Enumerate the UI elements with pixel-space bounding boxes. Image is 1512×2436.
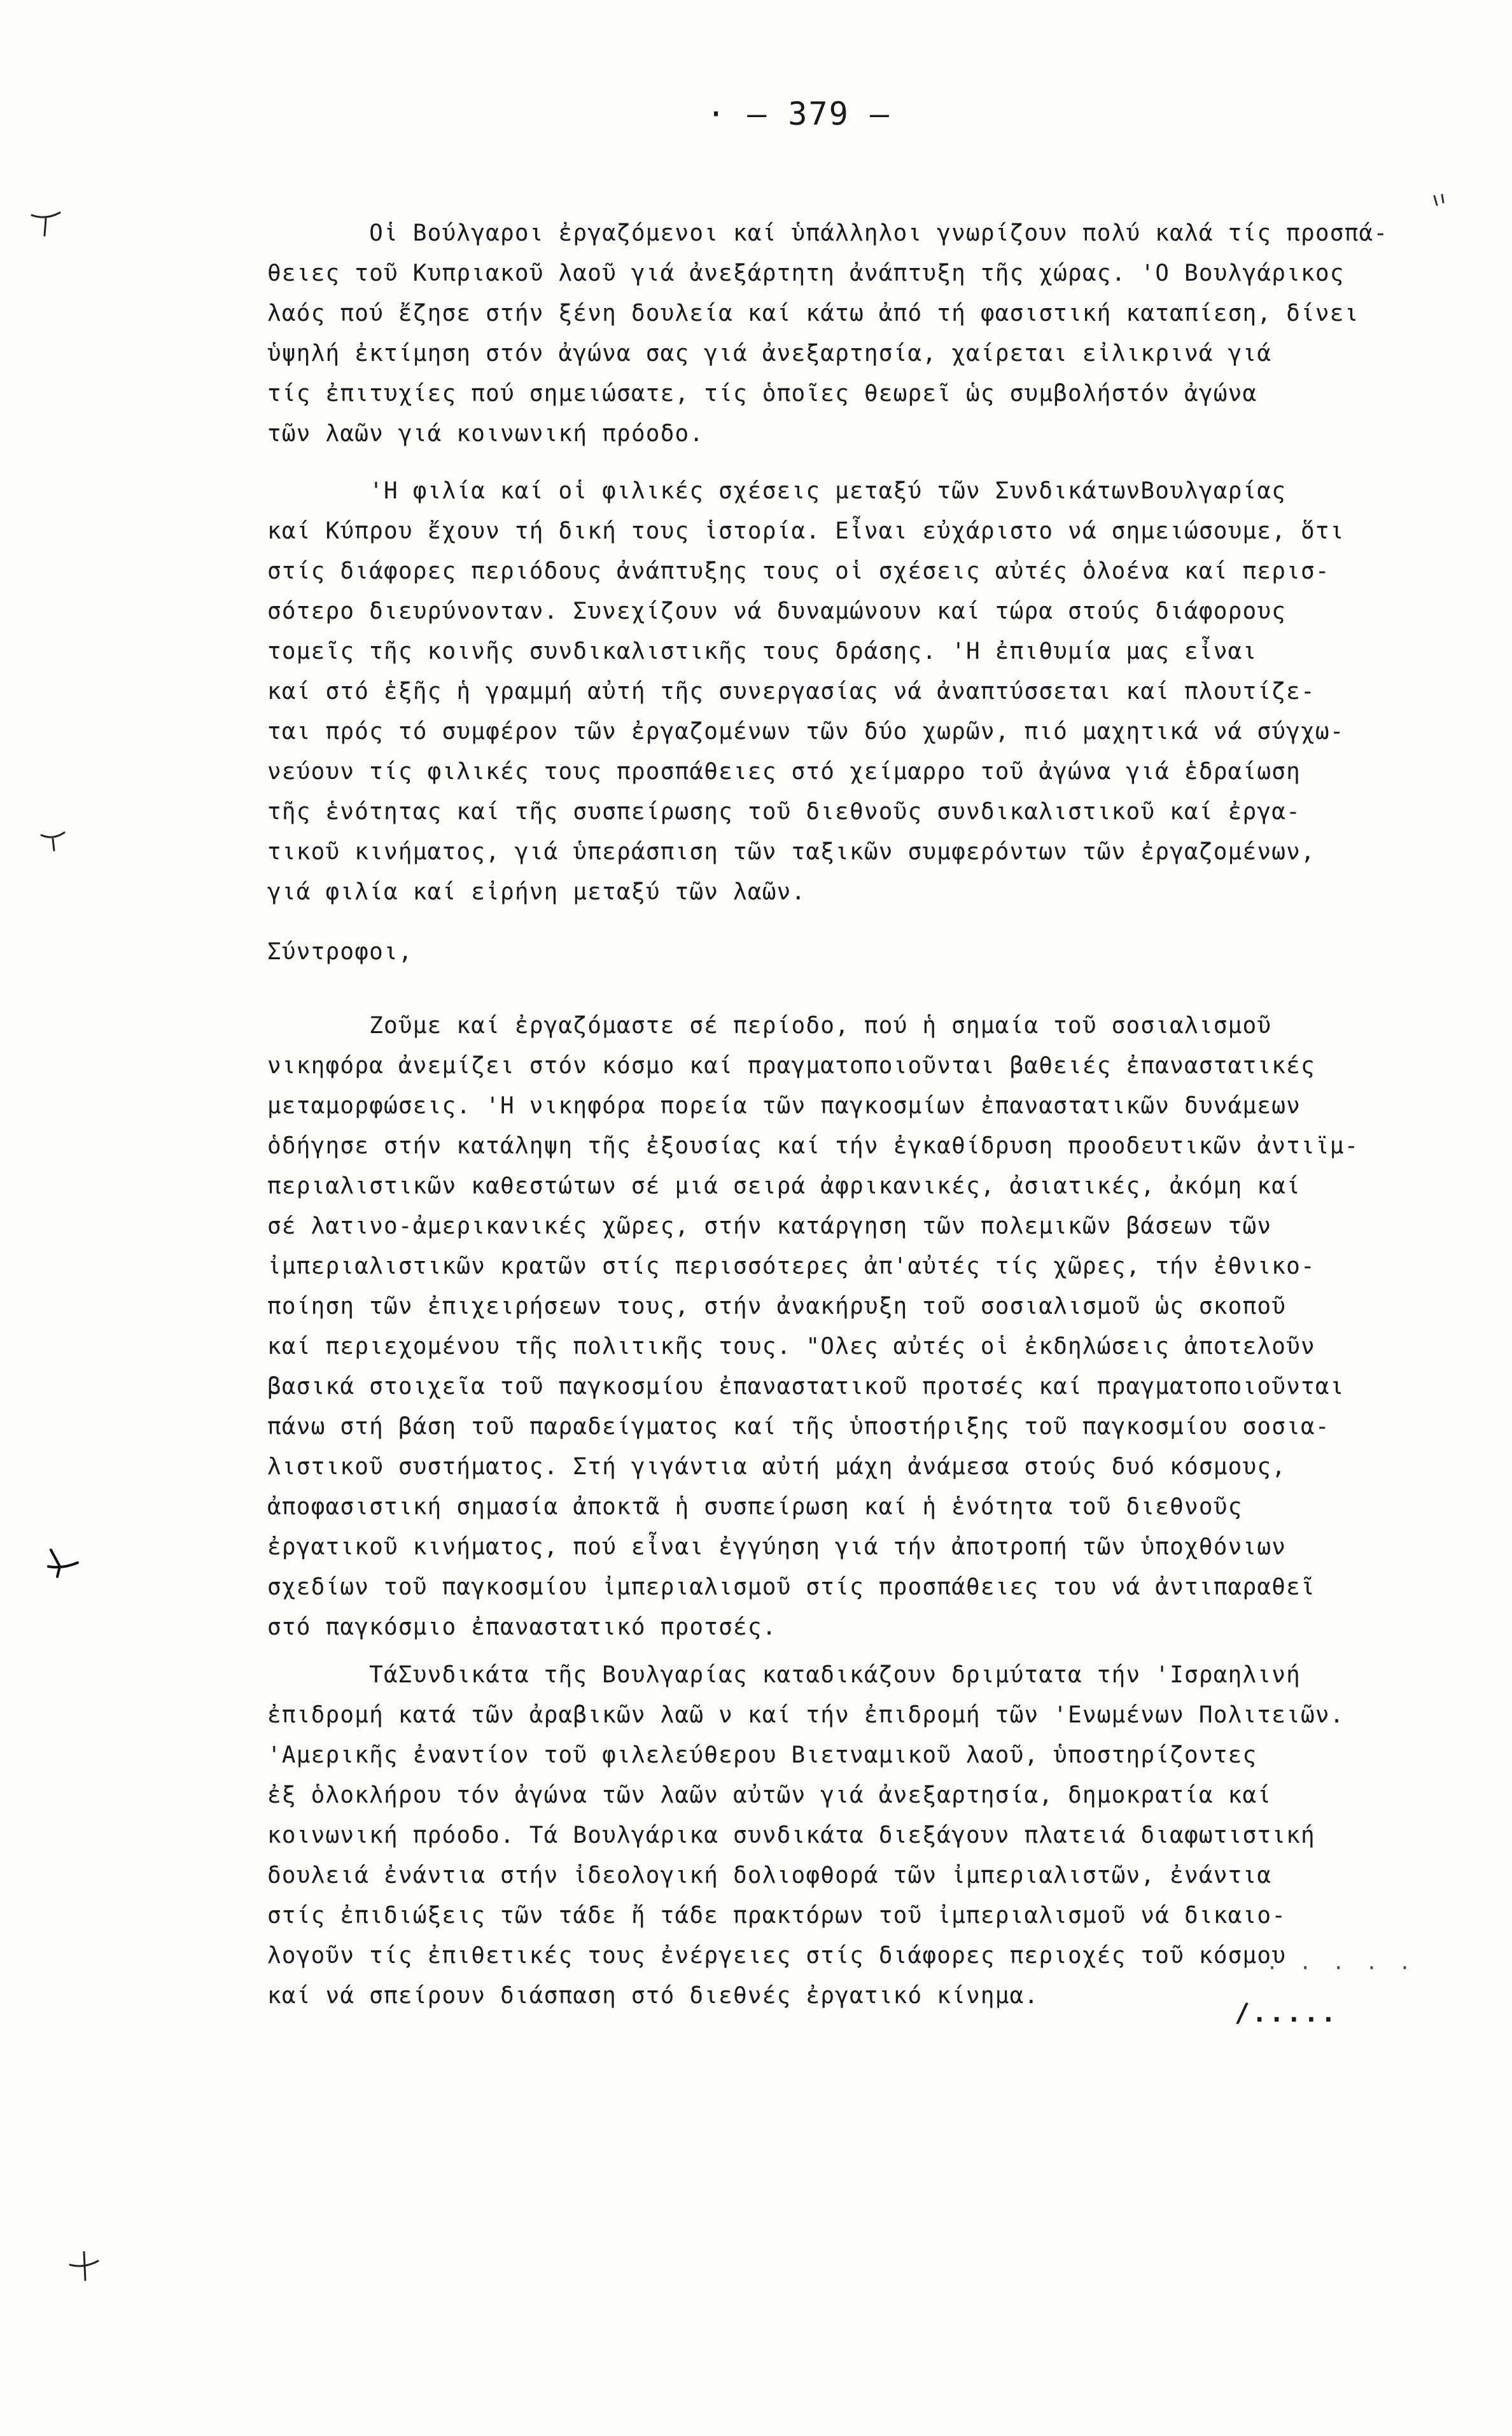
handwritten-tick-mark [1431,191,1456,216]
binding-hole-mark-icon [64,2247,102,2285]
trailing-dots: · · · · · [1266,1957,1416,1980]
paragraph-4: ΤάΣυνδικάτα τῆς Βουλγαρίας καταδικάζουν δριμύτατα τήν 'Ισραηλινή ἐπιδρομή κατά τῶν ἀραβικῶν λαῶ ν καί τήν ἐπιδρομή τῶν 'Ενωμένων Πολιτειῶν. 'Αμερικῆς ἐναντίον τοῦ φιλελεύθερου Βιετναμικοῦ λαοῦ, ὑποστηρίζοντες ἐξ ὁλοκλήρου τόν ἀγώνα τῶν λαῶν αὐτῶν γιά ἀνεξαρτησία, δημοκρατία καί κοινωνική πρόοδο. Τά Βουλγάρικα συνδικάτα διεξάγουν πλατειά διαφωτιστική δουλειά ἐνάντια στήν ἰδεολογική δολιοφθορά τῶν ἰμπεριαλιστῶν, ἐνάντια στίς ἐπιδιώξεις τῶν τάδε ἤ τάδε πρακτόρων τοῦ ἰμπεριαλισμοῦ νά δικαιο- λογοῦν τίς ἐπιθετικές τους ἐνέργειες στίς διάφορες περιοχές τοῦ κόσμου καί νά σπείρουν διάσπαση στό διεθνές ἐργατικό κίνημα. [267,1662,1345,2009]
paragraph-3: Ζοῦμε καί ἐργαζόμαστε σέ περίοδο, πού ἡ σημαία τοῦ σοσιαλισμοῦ νικηφόρα ἀνεμίζει στόν κόσμο καί πραγματοποιοῦνται βαθειές ἐπαναστατικές μεταμορφώσεις. 'Η νικηφόρα πορεία τῶν παγκοσμίων ἐπαναστατικῶν δυνάμεων ὁδήγησε στήν κατάληψη τῆς ἐξουσίας καί τήν ἐγκαθίδρυση προοδευτικῶν ἀντιϊμ- περιαλιστικῶν καθεστώτων σέ μιά σειρά ἀφρικανικές, ἀσιατικές, ἀκόμη καί σέ λατινο-ἀμερικανικές χῶρες, στήν κατάργηση τῶν πολεμικῶν βάσεων τῶν ἰμπεριαλιστικῶν κρατῶν στίς περισσότερες ἀπ'αὐτές τίς χῶρες, τήν ἐθνικο- ποίηση τῶν ἐπιχειρήσεων τους, στήν ἀνακήρυξη τοῦ σοσιαλισμοῦ ὡς σκοποῦ καί περιεχομένου τῆς πολιτικῆς τους. "Ολες αὐτές οἱ ἐκδηλώσεις ἀποτελοῦν βασικά στοιχεῖα τοῦ παγκοσμίου ἐπαναστατικοῦ προτσές καί πραγματοποιοῦνται πάνω στή βάση τοῦ παραδείγματος καί τῆς ὑποστήριξης τοῦ παγκοσμίου σοσια- λιστικοῦ συστήματος. Στή γιγάντια αὐτή μάχη ἀνάμεσα στούς δυό κόσμους, ἀποφασιστική σημασία ἀποκτᾶ ἡ συσπείρωση καί ἡ ἑνότητα τοῦ διεθνοῦς ἐργατικοῦ κινήματος, πού εἶναι ἐγγύηση γιά τήν ἀποτροπή τῶν ὑποχθόνιων σχεδίων τοῦ παγκοσμίου ἰμπεριαλισμοῦ στίς προσπάθειες του νά ἀντιπαραθεῖ στό παγκόσμιο ἐπαναστατικό προτσές. [267,1013,1359,1640]
paragraph-2: 'Η φιλία καί οἱ φιλικές σχέσεις μεταξύ τῶν ΣυνδικάτωνΒουλγαρίας καί Κύπρου ἔχουν τή δική τους ἱστορία. Εἶναι εὐχάριστο νά σημειώσουμε, ὅτι στίς διάφορες περιόδους ἀνάπτυξης τους οἱ σχέσεις αὐτές ὁλοένα καί περισ- σότερο διευρύνονταν. Συνεχίζουν νά δυναμώνουν καί τώρα στούς διάφορους τομεῖς τῆς κοινῆς συνδικαλιστικῆς τους δράσης. 'Η ἐπιθυμία μας εἶναι καί στό ἑξῆς ἡ γραμμή αὐτή τῆς συνεργασίας νά ἀναπτύσσεται καί πλουτίζε- ται πρός τό συμφέρον τῶν ἐργαζομένων τῶν δύο χωρῶν, πιό μαχητικά νά σύγχω- νεύουν τίς φιλικές τους προσπάθειες στό χείμαρρο τοῦ ἀγώνα γιά ἑδραίωση τῆς ἑνότητας καί τῆς συσπείρωσης τοῦ διεθνοῦς συνδικαλιστικοῦ καί ἐργα- τικοῦ κινήματος, γιά ὑπεράσπιση τῶν ταξικῶν συμφερόντων τῶν ἐργαζομένων, γιά φιλία καί εἰρήνη μεταξύ τῶν λαῶν. [267,478,1345,905]
page-number: · – 379 – [706,95,890,132]
binding-hole-mark-icon [43,1544,81,1582]
paragraph-1: Οἱ Βούλγαροι ἐργαζόμενοι καί ὑπάλληλοι γνωρίζουν πολύ καλά τίς προσπά- θειες τοῦ Κυπριακοῦ λαοῦ γιά ἀνεξάρτητη ἀνάπτυξη τῆς χώρας. 'Ο Βουλγάρικος λαός πού ἔζησε στήν ξένη δουλεία καί κάτω ἀπό τή φασιστική καταπίεση, δίνει ὑψηλή ἐκτίμηση στόν ἀγώνα σας γιά ἀνεξαρτησία, χαίρεται εἰλικρινά γιά τίς ἐπιτυχίες πού σημειώσατε, τίς ὁποῖες θεωρεῖ ὡς συμβολήστόν ἀγώνα τῶν λαῶν γιά κοινωνική πρόοδο. [267,220,1389,447]
binding-hole-mark-icon [27,202,65,241]
salutation: Σύντροφοι, [267,939,413,965]
binding-hole-mark-icon [35,821,73,859]
continuation-mark: /..... [1235,1999,1338,2028]
